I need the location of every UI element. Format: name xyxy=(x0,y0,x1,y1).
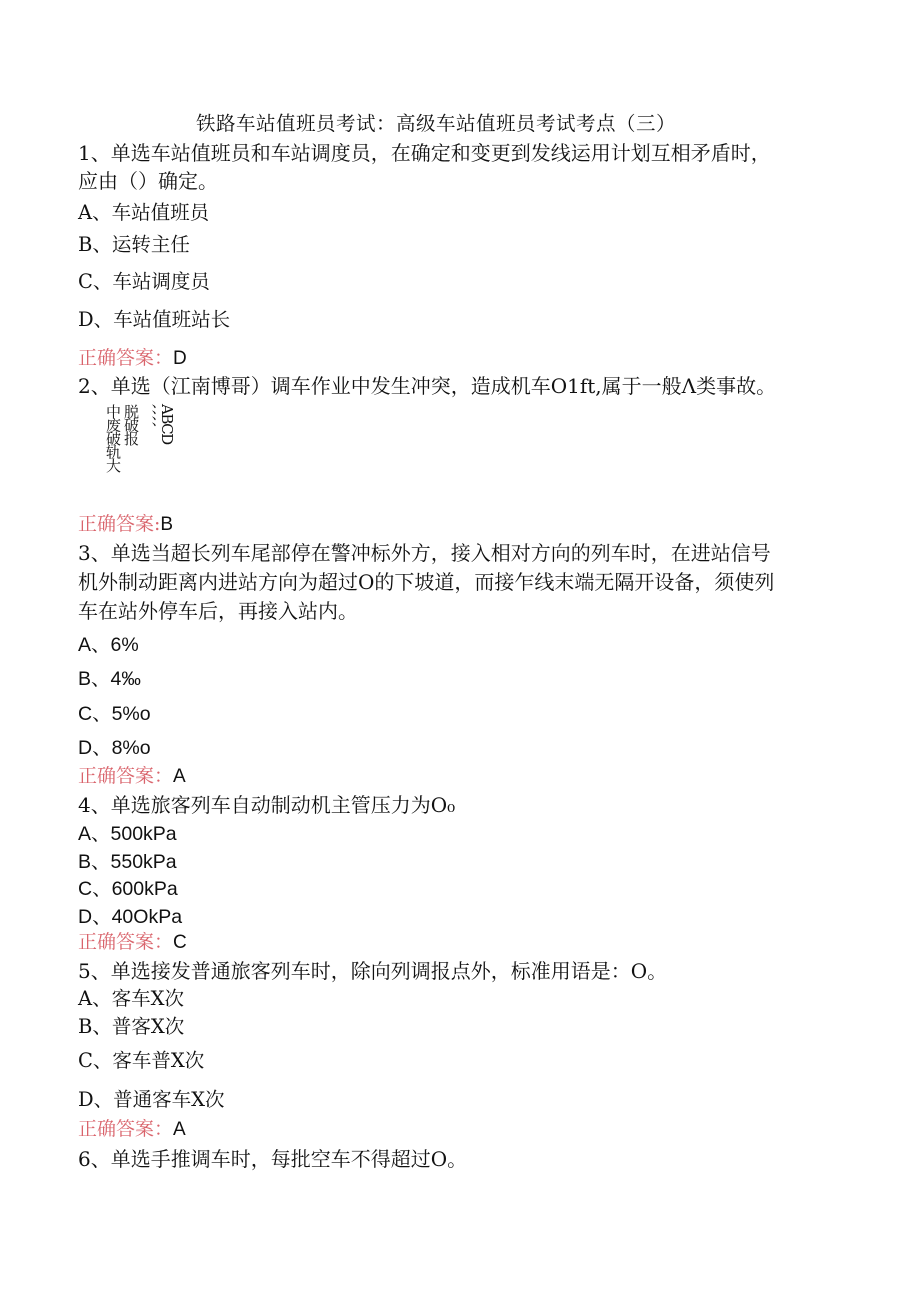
question-3-option-d: D、8%o xyxy=(78,737,151,759)
question-1-option-d: D、车站值班站长 xyxy=(78,308,231,331)
question-1-option-c: C、车站调度员 xyxy=(78,270,210,293)
answer-label: 正确答案： xyxy=(78,347,174,369)
question-4-option-d: D、40OkPa xyxy=(78,906,183,928)
question-3-line-1: 3、单选当超长列车尾部停在警冲标外方，接入相对方向的列车时，在进站信号 xyxy=(78,541,771,565)
question-1-option-a: A、车站值班员 xyxy=(78,201,210,224)
vertical-column-1: 中废破轨大 xyxy=(104,404,122,472)
question-3-answer xyxy=(78,763,186,790)
question-1-option-b: B、运转主任 xyxy=(78,233,190,256)
question-4-option-b: B、550kPa xyxy=(78,851,177,873)
question-4-line-1: 4、单选旅客列车自动制动机主管压力为O₀ xyxy=(78,793,456,817)
question-5-option-c: C、客车普X次 xyxy=(78,1049,205,1072)
answer-label: 正确答案： xyxy=(78,931,174,953)
question-4-option-a: A、500kPa xyxy=(78,823,177,845)
answer-label: 正确答案： xyxy=(78,1118,174,1140)
answer-value: B xyxy=(160,514,174,535)
question-5-option-d: D、普通客车X次 xyxy=(78,1088,225,1111)
question-4-option-c: C、600kPa xyxy=(78,878,178,900)
question-5-answer xyxy=(78,1116,186,1143)
question-5-option-b: B、普客X次 xyxy=(78,1015,185,1038)
answer-label: 正确答案: xyxy=(78,513,161,535)
question-3-option-c: C、5%o xyxy=(78,703,151,725)
vertical-column-4: ABCD xyxy=(158,404,176,444)
answer-value: A xyxy=(173,1119,186,1140)
answer-value: D xyxy=(173,348,187,369)
question-3-line-3: 车在站外停车后，再接入站内。 xyxy=(78,599,358,623)
question-1-answer xyxy=(78,345,187,372)
answer-value: C xyxy=(173,932,187,953)
question-3-line-2: 机外制动距离内进站方向为超过O的下坡道，而接乍线末端无隔开设备，须使列 xyxy=(78,570,775,594)
question-6-line-1: 6、单选手推调车时，每批空车不得超过O。 xyxy=(78,1147,468,1171)
question-2-answer xyxy=(78,511,173,538)
question-1-line-2: 应由（）确定。 xyxy=(78,169,218,193)
question-3-option-a: A、6% xyxy=(78,634,139,656)
answer-value: A xyxy=(173,766,186,787)
answer-label: 正确答案： xyxy=(78,765,174,787)
question-4-answer xyxy=(78,929,187,956)
question-3-option-b: B、4‰ xyxy=(78,668,141,690)
document-title: 铁路车站值班员考试：高级车站值班员考试考点（三） xyxy=(196,112,677,135)
question-5-line-1: 5、单选接发普通旅客列车时，除向列调报点外，标准用语是：O。 xyxy=(78,959,668,983)
vertical-column-2: 脱破报 xyxy=(122,404,140,445)
question-1-line-1: 1、单选车站值班员和车站调度员，在确定和变更到发线运用计划互相矛盾时， xyxy=(78,141,771,165)
question-2-line-1: 2、单选（江南博哥）调车作业中发生冲突，造成机车O1ft,属于一般Λ类事故。 xyxy=(78,374,777,398)
vertical-column-3: 、、、、 xyxy=(140,404,158,436)
question-5-option-a: A、客车X次 xyxy=(78,987,184,1010)
question-2-vertical-options xyxy=(104,404,175,508)
